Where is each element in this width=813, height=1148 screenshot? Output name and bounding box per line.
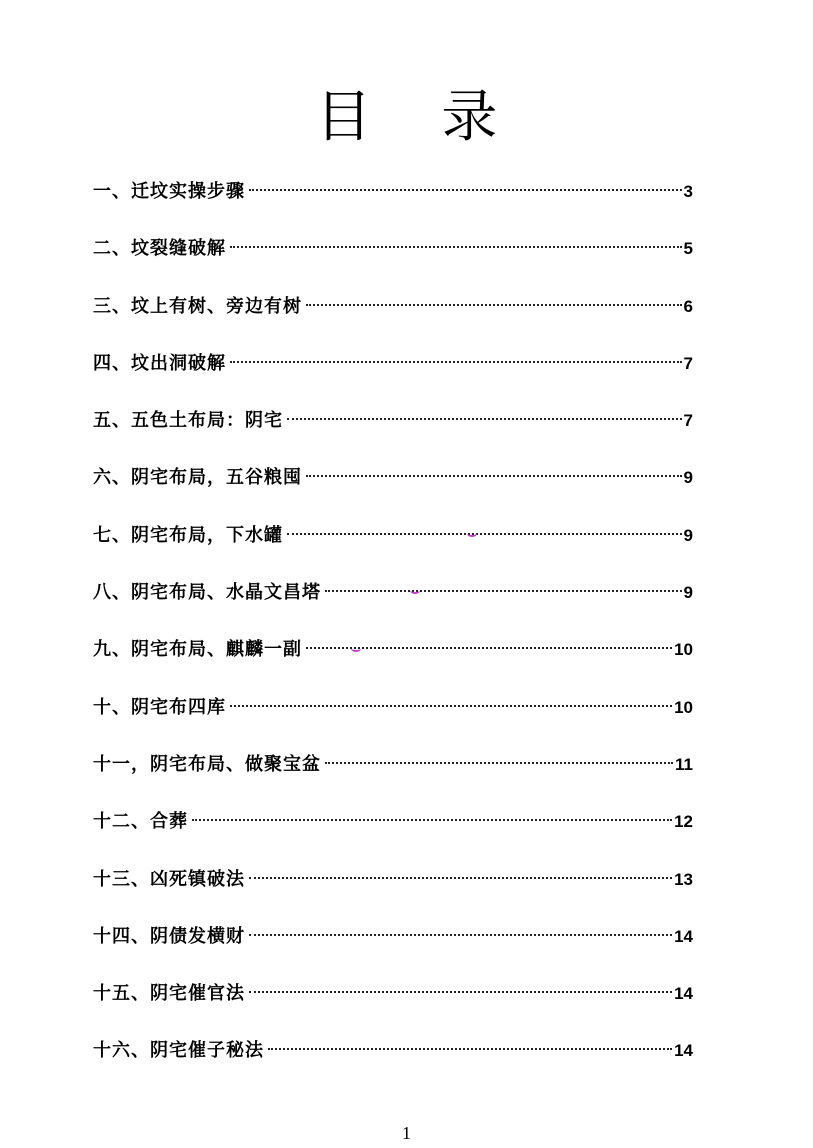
toc-entry[interactable] <box>93 573 693 630</box>
toc-entry-page: 14 <box>674 1041 693 1061</box>
toc-entry-label: 十一，阴宅布局、做聚宝盆 <box>93 753 321 775</box>
annotation-mark <box>467 530 477 537</box>
toc-entry[interactable] <box>93 401 693 458</box>
toc-entry-label: 五、五色土布局：阴宅 <box>93 410 283 432</box>
toc-leader-dots <box>249 189 682 191</box>
toc-entry-page: 7 <box>683 411 693 431</box>
toc-entry[interactable] <box>93 344 693 401</box>
toc-entry-label: 二、坟裂缝破解 <box>93 238 226 260</box>
toc-leader-dots <box>287 418 682 420</box>
page-number: 1 <box>402 1123 411 1143</box>
toc-entry-label: 十、阴宅布四库 <box>93 696 226 718</box>
toc-entry[interactable] <box>93 745 693 802</box>
toc-entry[interactable] <box>93 1031 693 1088</box>
toc-entry-page: 13 <box>674 869 693 889</box>
page-title: 目 录 <box>315 85 524 150</box>
toc-entry[interactable] <box>93 917 693 974</box>
toc-entry[interactable] <box>93 229 693 286</box>
toc-entry-page: 5 <box>683 239 693 259</box>
toc-leader-dots <box>287 533 682 535</box>
toc-leader-dots <box>230 705 672 707</box>
toc-entry-label: 九、阴宅布局、麒麟一副 <box>93 639 302 661</box>
toc-entry-label: 八、阴宅布局、水晶文昌塔 <box>93 582 321 604</box>
toc-entry[interactable] <box>93 172 693 229</box>
toc-entry-label: 三、坟上有树、旁边有树 <box>93 295 302 317</box>
toc-leader-dots <box>249 991 672 993</box>
toc-leader-dots <box>192 819 672 821</box>
toc-entry-page: 3 <box>683 182 693 201</box>
toc-entry-page: 9 <box>683 468 693 488</box>
toc-leader-dots <box>249 877 672 879</box>
toc-entry-page: 12 <box>674 812 693 832</box>
toc-entry[interactable] <box>93 974 693 1031</box>
toc-entry-label: 四、坟出洞破解 <box>93 352 226 374</box>
toc-entry-page: 7 <box>683 353 693 373</box>
toc-entry-label: 一、迁坟实操步骤 <box>93 181 245 202</box>
toc-entry[interactable] <box>93 688 693 745</box>
toc-entry[interactable] <box>93 860 693 917</box>
toc-leader-dots <box>268 1048 672 1050</box>
toc-entry-page: 9 <box>683 583 693 603</box>
toc-entry-label: 十六、阴宅催子秘法 <box>93 1040 264 1062</box>
toc-entry-page: 10 <box>674 640 693 660</box>
toc-entry-label: 十四、阴债发横财 <box>93 925 245 947</box>
toc-entry[interactable] <box>93 458 693 515</box>
toc-leader-dots <box>230 361 682 363</box>
toc-entry-page: 11 <box>675 754 693 774</box>
toc-entry-label: 十三、凶死镇破法 <box>93 868 245 890</box>
toc-entry-page: 6 <box>683 296 693 316</box>
toc-leader-dots <box>325 590 682 592</box>
toc-entry-page: 14 <box>674 984 693 1004</box>
toc-entry-page: 9 <box>683 525 693 545</box>
toc-entry-page: 10 <box>674 697 693 717</box>
annotation-mark <box>410 587 420 594</box>
toc-entry-label: 六、阴宅布局，五谷粮囤 <box>93 467 302 489</box>
toc-entry-label: 十二、合葬 <box>93 811 188 833</box>
toc-entry-label: 十五、阴宅催官法 <box>93 983 245 1005</box>
toc-entry[interactable] <box>93 287 693 344</box>
toc-entry[interactable] <box>93 802 693 859</box>
toc-entry[interactable] <box>93 630 693 687</box>
annotation-mark <box>351 645 361 652</box>
toc-leader-dots <box>325 762 673 764</box>
toc-entry-page: 14 <box>674 926 693 946</box>
toc-entry-label: 七、阴宅布局，下水罐 <box>93 524 283 546</box>
toc-leader-dots <box>306 304 682 306</box>
toc-leader-dots <box>230 246 682 248</box>
toc-leader-dots <box>306 475 682 477</box>
table-of-contents <box>93 172 693 1089</box>
toc-entry[interactable] <box>93 516 693 573</box>
toc-leader-dots <box>249 934 672 936</box>
